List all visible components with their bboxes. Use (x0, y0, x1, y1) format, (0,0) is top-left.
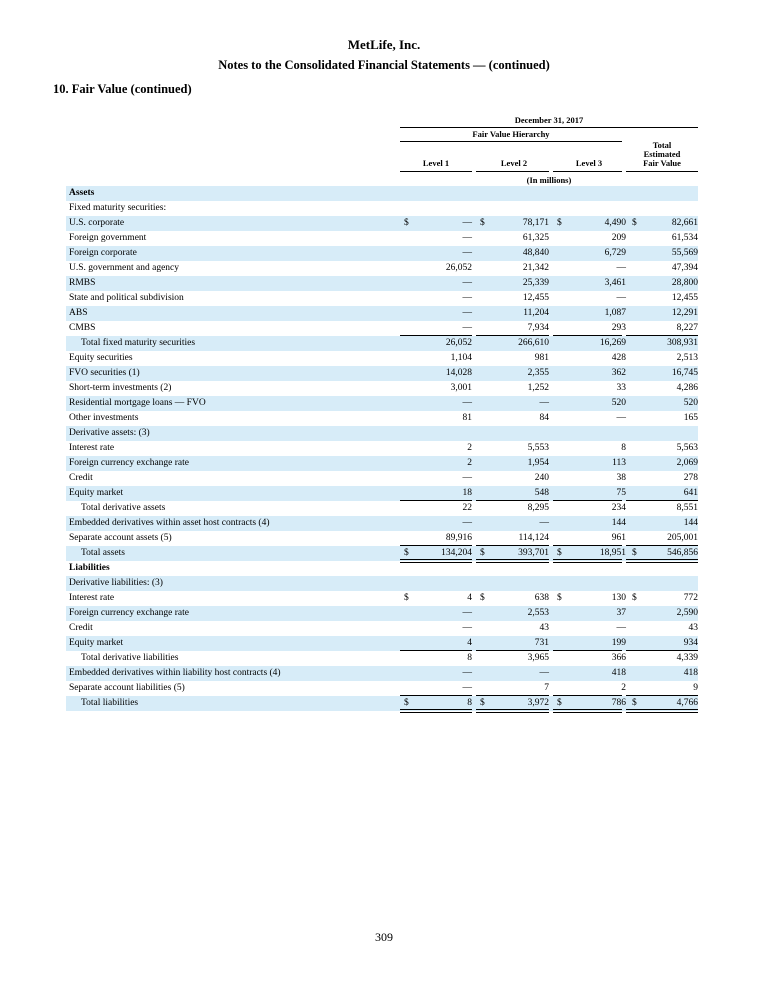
col-header-level3: Level 3 (575, 158, 603, 168)
cell-value: — (539, 398, 549, 408)
table-row (66, 276, 698, 291)
cell-value: 26,052 (445, 263, 472, 273)
dollar-sign: $ (404, 218, 409, 228)
hierarchy-header: Fair Value Hierarchy (472, 129, 550, 139)
table-row (66, 321, 698, 336)
table-row (66, 531, 698, 546)
cell-value: 61,534 (671, 233, 698, 243)
page-subtitle: Notes to the Consolidated Financial Statements — (continued) (218, 58, 550, 72)
cell-value: — (616, 263, 626, 273)
dollar-sign: $ (480, 698, 485, 708)
table-row (66, 501, 698, 516)
table-row (66, 306, 698, 321)
table-row (66, 291, 698, 306)
cell-value: 5,563 (676, 443, 698, 453)
cell-value: 4,490 (604, 218, 626, 228)
row-label: U.S. government and agency (69, 263, 180, 273)
row-label: Interest rate (69, 443, 115, 453)
row-label: Foreign corporate (69, 248, 137, 258)
cell-value: 961 (611, 533, 626, 543)
row-label: Equity market (69, 488, 124, 498)
cell-value: 786 (611, 698, 626, 708)
cell-value: 3,972 (527, 698, 549, 708)
table-row (66, 441, 698, 456)
row-label: Equity market (69, 638, 124, 648)
cell-value: 21,342 (522, 263, 549, 273)
cell-value: 9 (693, 683, 698, 693)
cell-value: 37 (616, 608, 626, 618)
row-label: Foreign currency exchange rate (69, 608, 190, 618)
cell-value: 43 (539, 623, 549, 633)
row-label: Residential mortgage loans — FVO (69, 398, 206, 408)
row-label: Separate account liabilities (5) (69, 683, 185, 693)
cell-value: 2,553 (527, 608, 549, 618)
col-header-total: Total Estimated Fair Value (643, 140, 681, 168)
cell-value: 11,204 (523, 308, 549, 318)
row-label: U.S. corporate (69, 218, 125, 228)
row-label: Total liabilities (81, 698, 139, 708)
cell-value: 33 (616, 383, 626, 393)
cell-value: 8 (621, 443, 626, 453)
cell-value: 43 (688, 623, 698, 633)
row-label: Other investments (69, 413, 139, 423)
cell-value: 48,840 (522, 248, 549, 258)
table-row (66, 696, 698, 711)
cell-value: 84 (539, 413, 549, 423)
cell-value: — (462, 608, 472, 618)
row-label: Embedded derivatives within asset host contracts (4) (69, 518, 270, 528)
table-row (66, 216, 698, 231)
cell-value: 18 (462, 488, 472, 498)
cell-value: 418 (611, 668, 626, 678)
cell-value: 6,729 (604, 248, 626, 258)
cell-value: 4,766 (676, 698, 698, 708)
cell-value: — (462, 278, 472, 288)
cell-value: — (462, 518, 472, 528)
cell-value: 1,104 (450, 353, 472, 363)
cell-value: 12,291 (671, 308, 698, 318)
table-row (66, 651, 698, 666)
cell-value: 130 (611, 593, 626, 603)
cell-value: 89,916 (445, 533, 472, 543)
dollar-sign: $ (632, 698, 637, 708)
page-number: 309 (375, 930, 393, 944)
cell-value: 4,286 (676, 383, 698, 393)
row-label: Foreign currency exchange rate (69, 458, 190, 468)
row-label: Assets (69, 188, 95, 198)
section-header-row (66, 561, 698, 576)
cell-value: 209 (611, 233, 626, 243)
dollar-sign: $ (404, 548, 409, 558)
cell-value: 548 (534, 488, 549, 498)
cell-value: 234 (611, 503, 626, 513)
table-row (66, 486, 698, 501)
table-row (66, 261, 698, 276)
row-label: Equity securities (69, 353, 133, 363)
cell-value: 12,455 (522, 293, 549, 303)
row-label: Credit (69, 473, 93, 483)
cell-value: — (539, 668, 549, 678)
cell-value: 144 (683, 518, 698, 528)
col-rule-level3 (553, 171, 622, 172)
cell-value: 16,269 (599, 338, 626, 348)
dollar-sign: $ (480, 593, 485, 603)
cell-value: 2,069 (676, 458, 698, 468)
row-label: Short-term investments (2) (69, 383, 172, 393)
cell-value: — (462, 398, 472, 408)
cell-value: 8,227 (676, 323, 698, 333)
cell-value: 81 (462, 413, 472, 423)
cell-value: 4 (467, 638, 472, 648)
cell-value: 641 (683, 488, 698, 498)
table-row (66, 576, 698, 591)
cell-value: 205,001 (667, 533, 698, 543)
cell-value: 16,745 (671, 368, 698, 378)
table-row (66, 621, 698, 636)
cell-value: 981 (534, 353, 549, 363)
cell-value: 308,931 (667, 338, 698, 348)
total-double-rule (476, 709, 549, 713)
cell-value: — (462, 293, 472, 303)
dollar-sign: $ (632, 548, 637, 558)
row-label: Total derivative assets (81, 503, 166, 513)
cell-value: — (462, 218, 472, 228)
cell-value: 12,455 (671, 293, 698, 303)
dollar-sign: $ (557, 698, 562, 708)
row-label: Total fixed maturity securities (81, 338, 196, 348)
row-label: Foreign government (69, 233, 147, 243)
col-header-level2: Level 2 (500, 158, 528, 168)
table-row (66, 516, 698, 531)
row-label: FVO securities (1) (69, 368, 140, 378)
col-rule-level2 (476, 171, 549, 172)
table-row (66, 411, 698, 426)
cell-value: 428 (611, 353, 626, 363)
cell-value: 38 (616, 473, 626, 483)
cell-value: 638 (534, 593, 549, 603)
cell-value: 3,965 (527, 653, 549, 663)
row-label: State and political subdivision (69, 293, 184, 303)
cell-value: 114,124 (518, 533, 549, 543)
cell-value: 520 (683, 398, 698, 408)
cell-value: 55,569 (671, 248, 698, 258)
row-label: Total assets (81, 548, 125, 558)
cell-value: 418 (683, 668, 698, 678)
fair-value-table (66, 186, 698, 711)
table-row (66, 546, 698, 561)
table-row (66, 336, 698, 351)
cell-value: — (462, 683, 472, 693)
cell-value: — (616, 413, 626, 423)
row-label: Derivative assets: (3) (69, 428, 150, 438)
total-double-rule (626, 709, 698, 713)
table-row (66, 396, 698, 411)
table-row (66, 666, 698, 681)
cell-value: 26,052 (445, 338, 472, 348)
dollar-sign: $ (404, 698, 409, 708)
cell-value: 278 (683, 473, 698, 483)
col-header-level1: Level 1 (422, 158, 450, 168)
cell-value: — (462, 308, 472, 318)
dollar-sign: $ (480, 218, 485, 228)
total-double-rule (553, 709, 622, 713)
cell-value: 1,252 (527, 383, 549, 393)
table-row (66, 231, 698, 246)
dollar-sign: $ (632, 593, 637, 603)
table-row (66, 681, 698, 696)
cell-value: 8 (467, 653, 472, 663)
table-row (66, 591, 698, 606)
cell-value: 28,800 (671, 278, 698, 288)
table-row (66, 351, 698, 366)
company-name: MetLife, Inc. (347, 37, 421, 52)
cell-value: — (462, 323, 472, 333)
cell-value: 1,087 (604, 308, 626, 318)
cell-value: 75 (616, 488, 626, 498)
cell-value: 7 (544, 683, 549, 693)
cell-value: 8,551 (676, 503, 698, 513)
table-row (66, 201, 698, 216)
cell-value: 2,590 (676, 608, 698, 618)
cell-value: 293 (611, 323, 626, 333)
cell-value: 4,339 (676, 653, 698, 663)
cell-value: 366 (611, 653, 626, 663)
dollar-sign: $ (557, 593, 562, 603)
row-label: Fixed maturity securities: (69, 203, 167, 213)
cell-value: 266,610 (518, 338, 549, 348)
dollar-sign: $ (557, 548, 562, 558)
cell-value: 3,001 (450, 383, 472, 393)
cell-value: 2 (467, 443, 472, 453)
col-rule-total (626, 171, 698, 172)
cell-value: 144 (611, 518, 626, 528)
cell-value: 82,661 (671, 218, 698, 228)
cell-value: 772 (683, 593, 698, 603)
cell-value: — (462, 473, 472, 483)
cell-value: — (616, 293, 626, 303)
hierarchy-rule (400, 141, 622, 142)
section-title: 10. Fair Value (continued) (53, 82, 192, 96)
units-label: (In millions) (526, 175, 572, 185)
dollar-sign: $ (480, 548, 485, 558)
row-label: Credit (69, 623, 93, 633)
cell-value: 362 (611, 368, 626, 378)
cell-value: 14,028 (445, 368, 472, 378)
cell-value: 2,513 (676, 353, 698, 363)
table-row (66, 426, 698, 441)
cell-value: 113 (612, 458, 626, 468)
row-label: ABS (69, 308, 88, 318)
period-header: December 31, 2017 (514, 115, 584, 125)
row-label: CMBS (69, 323, 96, 333)
cell-value: 134,204 (441, 548, 472, 558)
cell-value: 934 (683, 638, 698, 648)
row-label: Interest rate (69, 593, 115, 603)
cell-value: — (462, 623, 472, 633)
total-double-rule (400, 709, 472, 713)
cell-value: 8 (467, 698, 472, 708)
section-header-row (66, 186, 698, 201)
cell-value: — (462, 233, 472, 243)
row-label: Derivative liabilities: (3) (69, 578, 163, 588)
table-row (66, 636, 698, 651)
cell-value: 5,553 (527, 443, 549, 453)
table-row (66, 456, 698, 471)
cell-value: 25,339 (522, 278, 549, 288)
cell-value: 165 (683, 413, 698, 423)
cell-value: 731 (534, 638, 549, 648)
cell-value: 2 (467, 458, 472, 468)
table-row (66, 606, 698, 621)
cell-value: 240 (534, 473, 549, 483)
cell-value: 3,461 (604, 278, 626, 288)
cell-value: 8,295 (527, 503, 549, 513)
period-rule (400, 127, 698, 128)
cell-value: 47,394 (671, 263, 698, 273)
row-label: RMBS (69, 278, 96, 288)
table-row (66, 246, 698, 261)
row-label: Total derivative liabilities (81, 653, 179, 663)
table-row (66, 366, 698, 381)
cell-value: — (539, 518, 549, 528)
cell-value: 2,355 (527, 368, 549, 378)
row-label: Embedded derivatives within liability host contracts (4) (69, 668, 281, 678)
dollar-sign: $ (404, 593, 409, 603)
cell-value: 546,856 (667, 548, 698, 558)
cell-value: — (616, 623, 626, 633)
cell-value: 4 (467, 593, 472, 603)
cell-value: 199 (611, 638, 626, 648)
col-rule-level1 (400, 171, 472, 172)
dollar-sign: $ (557, 218, 562, 228)
cell-value: 520 (611, 398, 626, 408)
cell-value: 7,934 (527, 323, 549, 333)
row-label: Separate account assets (5) (69, 533, 172, 543)
cell-value: 61,325 (522, 233, 549, 243)
row-label: Liabilities (69, 563, 110, 573)
dollar-sign: $ (632, 218, 637, 228)
table-row (66, 381, 698, 396)
cell-value: 1,954 (527, 458, 549, 468)
cell-value: 22 (462, 503, 472, 513)
cell-value: 78,171 (522, 218, 549, 228)
cell-value: 18,951 (599, 548, 626, 558)
cell-value: 2 (621, 683, 626, 693)
cell-value: 393,701 (518, 548, 549, 558)
cell-value: — (462, 668, 472, 678)
cell-value: — (462, 248, 472, 258)
table-row (66, 471, 698, 486)
